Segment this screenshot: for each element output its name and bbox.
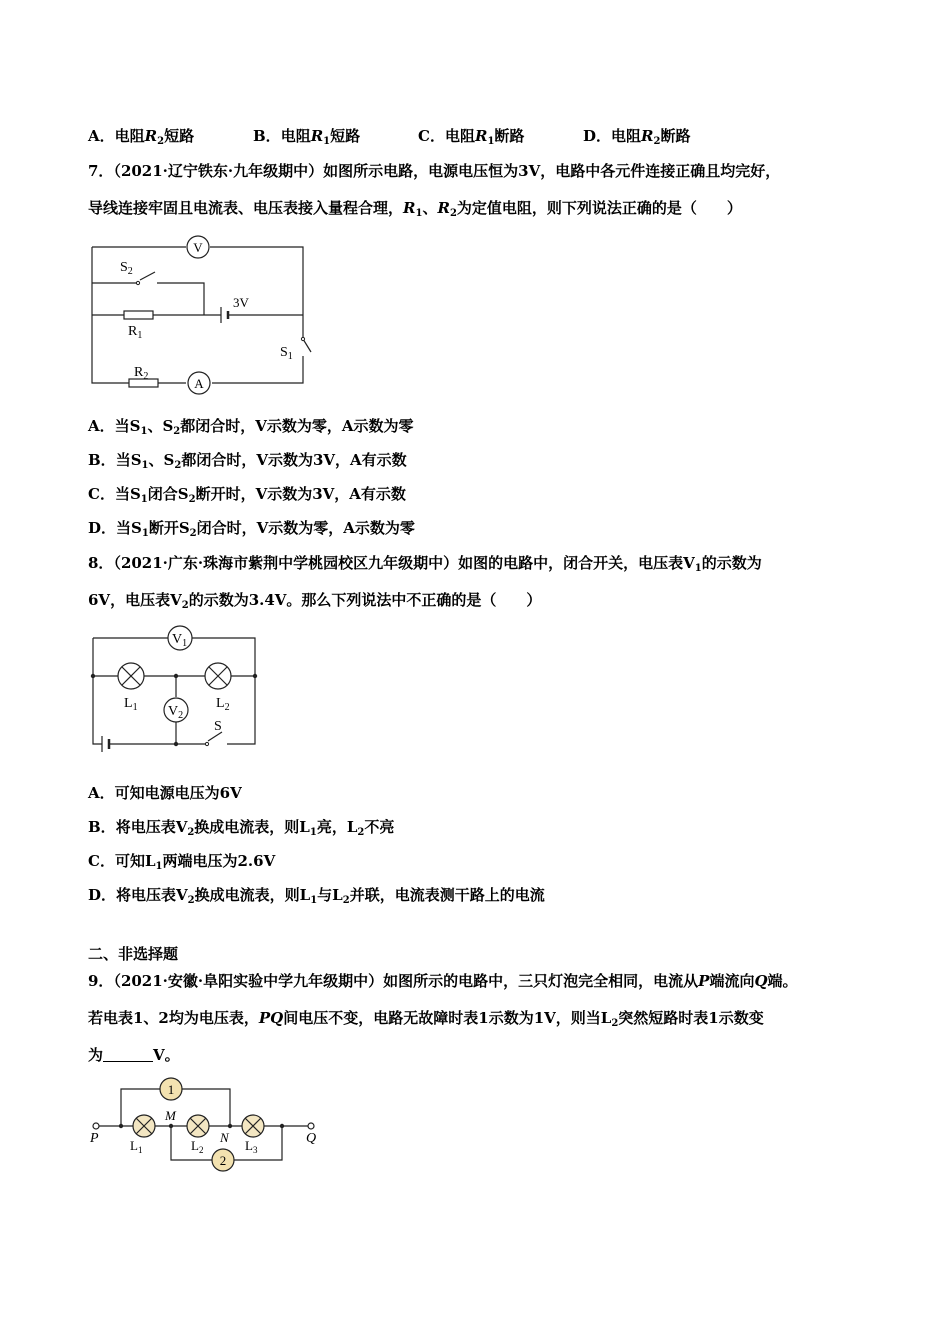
q8-v1-label: $V_1$ — [172, 632, 188, 649]
q6-option-d: D．电阻$R_2$断路 — [583, 127, 691, 147]
q6-option-a: A．电阻$R_2$短路 — [88, 127, 195, 147]
q8-switch-label: S — [214, 719, 222, 734]
q7-s2-label: $S_2$ — [120, 260, 133, 277]
q7-r1-label: $R_1$ — [128, 324, 143, 341]
q7-circuit-diagram — [85, 230, 325, 395]
q7-stem-line1: 7．（2021·辽宁铁东·九年级期中）如图所示电路，电源电压恒为3V，电路中各元件连接正确且均完好， — [88, 162, 781, 180]
q9-p-label: P — [90, 1131, 99, 1146]
q7-ammeter-label: A — [194, 376, 204, 391]
q8-option-a: A．可知电源电压为6V — [88, 784, 242, 802]
q9-meter1-label: 1 — [167, 1082, 175, 1097]
q6-option-c: C．电阻$R_1$断路 — [418, 127, 525, 147]
q9-stem-line2: 若电表1、2均为电压表，PQ间电压不变，电路无故障时表1示数为1V，则当$L_2$突然短路时表1示数变 — [88, 1009, 764, 1029]
q8-stem-line2: 6V，电压表$V_2$的示数为3.4V。那么下列说法中不正确的是（ ） — [88, 591, 542, 611]
q7-battery-label: 3V — [233, 295, 249, 310]
q7-r2-label: $R_2$ — [134, 365, 149, 382]
q9-meter2-label: 2 — [219, 1153, 227, 1168]
q8-option-d: D．将电压表$V_2$换成电流表，则$L_1$与$L_2$并联，电流表测干路上的电流 — [88, 886, 545, 906]
q9-circuit-diagram — [85, 1076, 325, 1176]
q9-stem-line1: 9．（2021·安徽·阜阳实验中学九年级期中）如图所示的电路中，三只灯泡完全相同，电流从P端流向Q端。 — [88, 972, 798, 990]
q7-voltmeter-label: V — [193, 240, 203, 255]
q9-stem-line3: 为 V。 — [88, 1046, 180, 1064]
q7-option-a: A．当$S_1$、$S_2$都闭合时，V示数为零，A示数为零 — [88, 417, 414, 437]
q8-stem-line1: 8．（2021·广东·珠海市紫荆中学桃园校区九年级期中）如图的电路中，闭合开关，电压表$V_1$的示数为 — [88, 554, 762, 574]
q7-option-d: D．当$S_1$断开$S_2$闭合时，V示数为零，A示数为零 — [88, 519, 415, 539]
q8-circuit-diagram — [88, 624, 263, 754]
q8-l1-label: $L_1$ — [124, 696, 138, 713]
q7-option-c: C．当$S_1$闭合$S_2$断开时，V示数为3V，A有示数 — [88, 485, 406, 505]
answer-blank[interactable] — [103, 1047, 153, 1062]
q9-l1-label: $L_1$ — [130, 1138, 143, 1155]
q8-option-c: C．可知$L_1$两端电压为2.6V — [88, 852, 276, 872]
q7-stem-line2: 导线连接牢固且电流表、电压表接入量程合理，$R_1$、$R_2$为定值电阻，则下列说法正确的是（ ） — [88, 199, 742, 219]
q9-l3-label: $L_3$ — [245, 1138, 258, 1155]
q8-v2-label: $V_2$ — [168, 704, 184, 721]
q9-m-label: M — [165, 1108, 176, 1123]
q8-option-b: B．将电压表$V_2$换成电流表，则$L_1$亮，$L_2$不亮 — [88, 818, 395, 838]
q7-option-b: B．当$S_1$、$S_2$都闭合时，V示数为3V，A有示数 — [88, 451, 407, 471]
section-title: 二、非选择题 — [88, 945, 179, 963]
q6-option-b: B．电阻$R_1$短路 — [253, 127, 361, 147]
q9-l2-label: $L_2$ — [191, 1138, 204, 1155]
q9-q-label: Q — [306, 1131, 317, 1146]
q7-s1-label: $S_1$ — [280, 345, 293, 362]
q8-l2-label: $L_2$ — [216, 696, 230, 713]
q9-n-label: N — [220, 1130, 229, 1145]
